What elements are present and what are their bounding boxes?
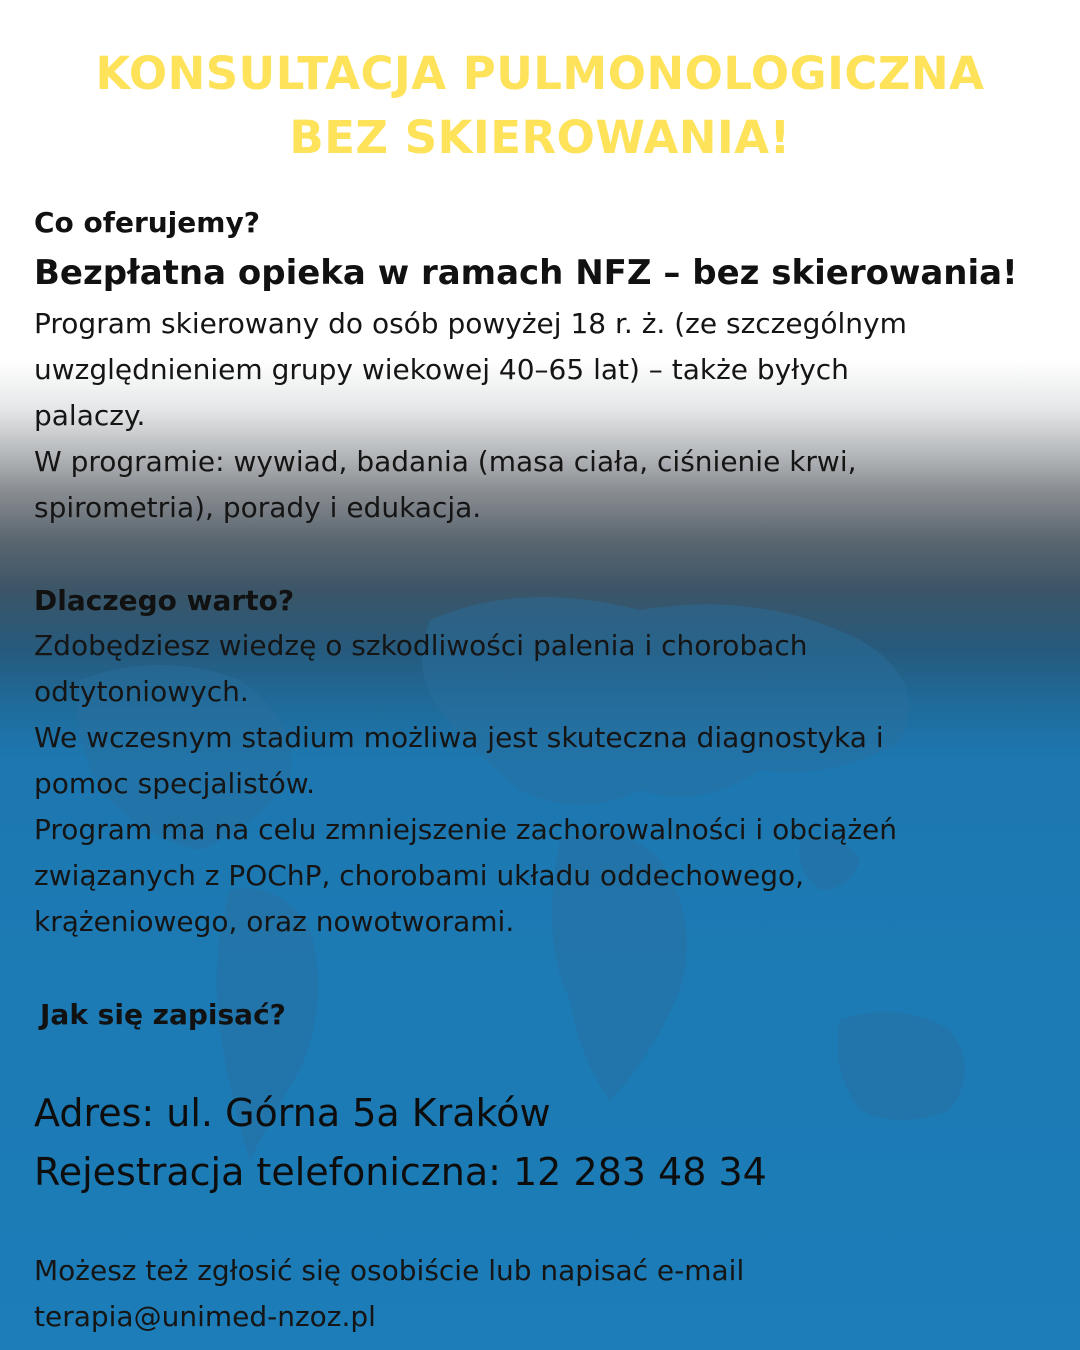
offer-line: uwzględnieniem grupy wiekowej 40–65 lat) – także byłych (34, 353, 849, 386)
why-line: odtytoniowych. (34, 675, 249, 708)
offer-heading: Co oferujemy? (34, 206, 260, 239)
signup-heading: Jak się zapisać? (40, 998, 286, 1031)
phone-registration[interactable]: Rejestracja telefoniczna: 12 283 48 34 (34, 1150, 767, 1194)
offer-line: palaczy. (34, 399, 146, 432)
email-link[interactable]: terapia@unimed-nzoz.pl (34, 1300, 376, 1333)
why-line: Zdobędziesz wiedzę o szkodliwości palenia i chorobach (34, 629, 808, 662)
title-line-2: BEZ SKIEROWANIA! (289, 111, 791, 164)
offer-line: spirometria), porady i edukacja. (34, 491, 482, 524)
title-line-1: KONSULTACJA PULMONOLOGICZNA (95, 47, 985, 100)
why-line: pomoc specjalistów. (34, 767, 316, 800)
offer-line: W programie: wywiad, badania (masa ciała, ciśnienie krwi, (34, 445, 857, 478)
contact-note: Możesz też zgłosić się osobiście lub napisać e-mail (34, 1254, 745, 1287)
why-line: związanych z POChP, chorobami układu oddechowego, (34, 859, 805, 892)
address: Adres: ul. Górna 5a Kraków (34, 1091, 551, 1135)
why-line: Program ma na celu zmniejszenie zachorowalności i obciążeń (34, 813, 898, 846)
offer-headline: Bezpłatna opieka w ramach NFZ – bez skierowania! (34, 253, 1018, 293)
why-line: krążeniowego, oraz nowotworami. (34, 905, 515, 938)
page-title (0, 42, 1080, 170)
offer-line: Program skierowany do osób powyżej 18 r. ż. (ze szczególnym (34, 307, 907, 340)
why-line: We wczesnym stadium możliwa jest skuteczna diagnostyka i (34, 721, 884, 754)
why-heading: Dlaczego warto? (34, 584, 295, 617)
